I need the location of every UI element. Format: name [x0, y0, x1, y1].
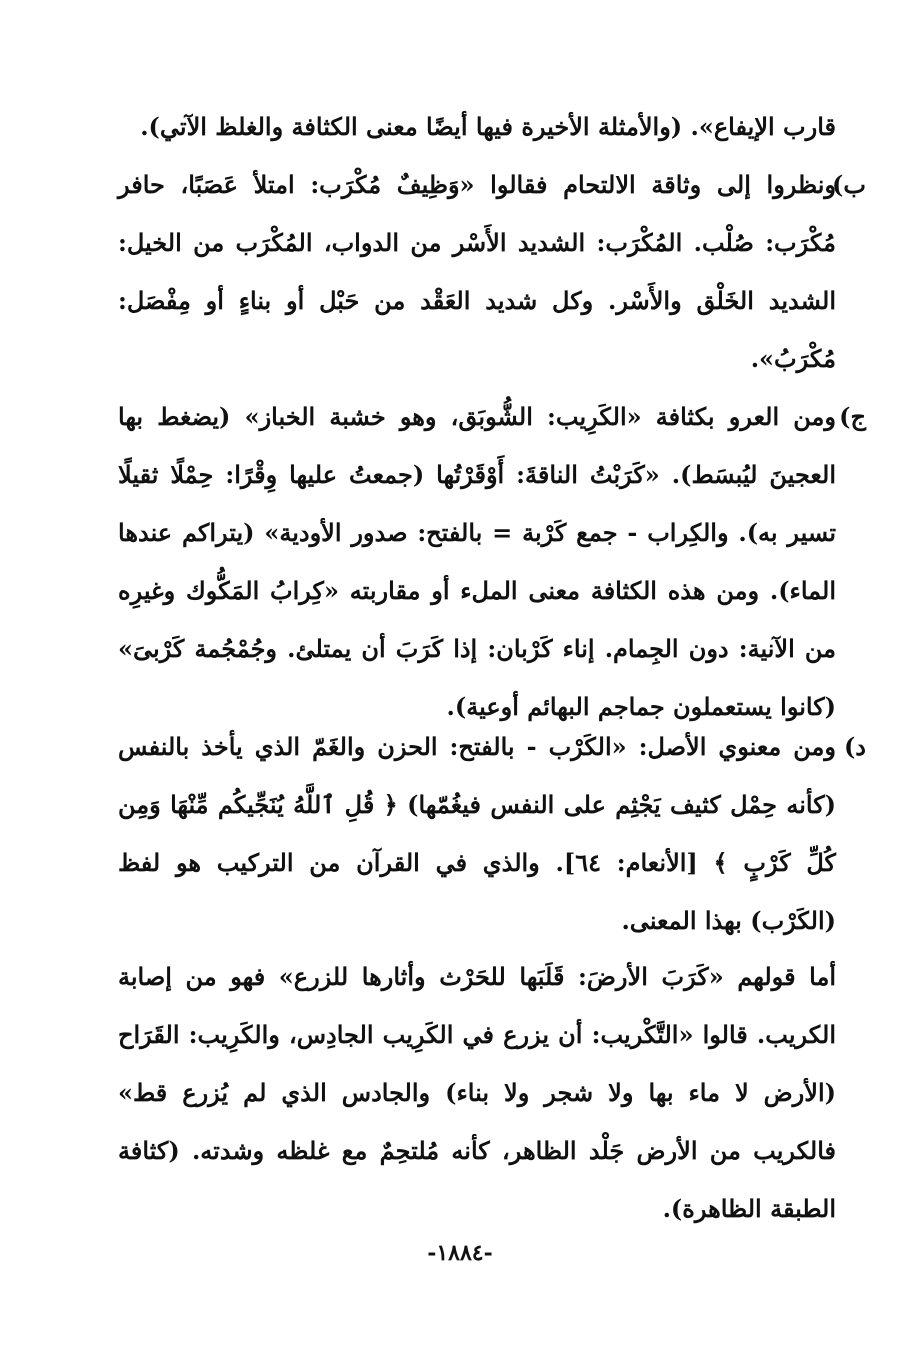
- item-marker: ج): [839, 402, 866, 431]
- list-item: [118, 718, 866, 950]
- item-text: ومن العرو بكثافة «الكَرِيب: الشُّوبَق، وهو خشبة الخباز» (يضغط بها العجينَ ليُبسَط). «كَرَبْتُ الناقةَ: أَوْقَرْتُها (جمعتُ عليها وِقْرًا: حِمْلًا ثقيلًا تسير به). والكِراب - جمع كَرْبة = بالفتح: صدور الأودية» (يتراكم عندها الماء). ومن هذه الكثافة معنى الملء أو مقاربته «كِرابُ المَكُّوك وغيرِه من الآنية: دون الجِمام. إناء كَرْبان: إذا كَرَبَ أن يمتلئ. وجُمْجُمة كَرْبىَ» (كانوا يستعملون جماجم البهائم أوعية).: [118, 402, 836, 721]
- item-text: ونظروا إلى وثاقة الالتحام فقالوا «وَظِيفٌ مُكْرَب: امتلأ عَصَبًا، حافر مُكْرَب: صُلْب. المُكْرَب: الشديد الأَسْر من الدواب، المُكْرَب من الخيل: الشديد الخَلْق والأَسْر. وكل شديد العَقْد من حَبْل أو بناءٍ أو مِفْصَل: مُكْرَبُ».: [118, 170, 837, 373]
- closing-paragraph: أما قولهم «كَرَبَ الأرضَ: قَلَبَها للحَرْث وأثارها للزرع» فهو من إصابة الكريب. قالوا «التَّكْريب: أن يزرع في الكَرِيب الجادِس، والكَرِيب: القَرَاح (الأرض لا ماء بها ولا شجر ولا بناء) والجادس الذي لم يُزرع قط» فالكريب من الأرض جَلْد الظاهر، كأنه مُلتحِمٌ مع غلظه وشدته. (كثافة الطبقة الظاهرة).: [118, 962, 836, 1223]
- page-number: -١٨٨٤-: [427, 1240, 493, 1266]
- list-item: [118, 388, 866, 736]
- item-marker: ب): [832, 170, 866, 199]
- item-text: ومن معنوي الأصل: «الكَرْب - بالفتح: الحزن والغَمّ الذي يأخذ بالنفس (كأنه حِمْل كثيف يَجْثِم على النفس فيغُمّها) ﴿ قُلِ ٱللَّهُ يُنَجِّيكُم مِّنْهَا وَمِن كُلِّ كَرْبٍ ﴾ [الأنعام: ٦٤]. والذي في القرآن من التركيب هو لفظ (الكَرْب) بهذا المعنى.: [118, 732, 836, 935]
- opening-line: قارب الإيفاع». (والأمثلة الأخيرة فيها أيضًا معنى الكثافة والغلظ الآتي).: [140, 112, 836, 141]
- item-marker: د): [843, 732, 866, 761]
- list-item: [118, 156, 866, 388]
